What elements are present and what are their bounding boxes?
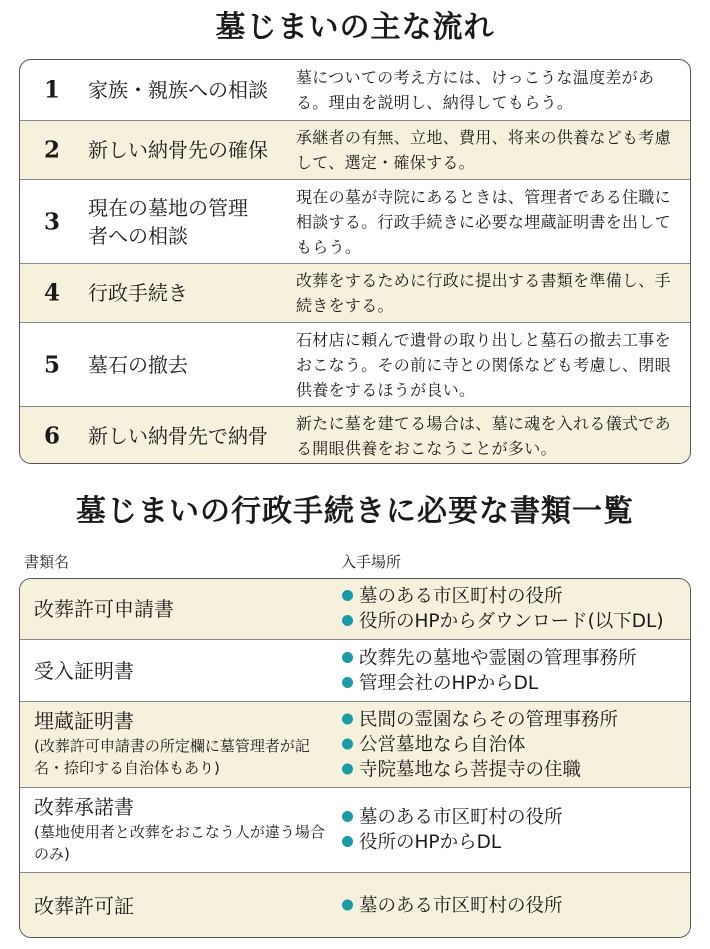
flow-row: [20, 406, 690, 464]
step-description: 新たに墓を建てる場合は、墓に魂を入れる儀式である開眼供養をおこなうことが多い。: [296, 414, 671, 458]
document-name: 改葬許可証: [34, 894, 134, 918]
document-name: 埋蔵証明書: [34, 709, 134, 733]
step-description: 承継者の有無、立地、費用、将来の供養なども考慮して、選定・確保する。: [296, 128, 671, 172]
place-list: [342, 707, 687, 782]
place-list: [342, 805, 687, 855]
place-item: 役所のHPからダウンロード(以下DL): [342, 609, 687, 634]
step-name: 家族・親族への相談: [88, 78, 268, 102]
document-row: [20, 579, 690, 639]
document-row: [20, 639, 690, 701]
bullet-dot-icon: [342, 713, 353, 724]
bullet-dot-icon: [342, 590, 353, 601]
flow-row: [20, 322, 690, 406]
step-name: 新しい納骨先の確保: [88, 138, 268, 162]
documents-table: [19, 578, 691, 938]
document-name: 改葬許可申請書: [34, 597, 174, 621]
step-name: 新しい納骨先で納骨: [88, 424, 268, 448]
step-name: 現在の墓地の管理者への相談: [88, 195, 248, 248]
step-number: 3: [43, 208, 60, 235]
bullet-dot-icon: [342, 763, 353, 774]
place-list: [342, 646, 687, 696]
bullet-dot-icon: [342, 836, 353, 847]
step-name: 行政手続き: [88, 281, 188, 305]
place-item: 改葬先の墓地や霊園の管理事務所: [342, 646, 687, 671]
place-item: 墓のある市区町村の役所: [342, 894, 687, 919]
step-description: 石材店に頼んで遺骨の取り出しと墓石の撤去工事をおこなう。その前に寺との関係なども考慮し、閉眼供養をするほうが良い。: [296, 330, 671, 399]
step-number: 1: [43, 76, 60, 104]
place-list: [342, 894, 687, 919]
flow-row: [20, 263, 690, 322]
place-item: 民間の霊園ならその管理事務所: [342, 707, 687, 732]
bullet-dot-icon: [342, 900, 353, 911]
bullet-dot-icon: [342, 677, 353, 688]
step-number: 5: [43, 351, 60, 378]
step-number: 6: [43, 422, 60, 450]
document-row: [20, 872, 690, 938]
document-note: (改葬許可申請書の所定欄に墓管理者が記名・捺印する自治体もあり): [34, 737, 310, 777]
step-number: 4: [43, 279, 60, 307]
flow-row: [20, 120, 690, 179]
bullet-dot-icon: [342, 811, 353, 822]
flow-title: 墓じまいの主な流れ: [215, 10, 495, 45]
place-list: [342, 584, 687, 634]
document-name: 受入証明書: [34, 658, 134, 683]
step-description: 現在の墓が寺院にあるときは、管理者である住職に相談する。行政手続きに必要な埋蔵証明書を出してもらう。: [296, 187, 671, 256]
bullet-dot-icon: [342, 652, 353, 663]
docs-title: 墓じまいの行政手続きに必要な書類一覧: [76, 494, 634, 529]
flow-row: [20, 60, 690, 120]
place-item: 役所のHPからDL: [342, 830, 687, 855]
place-item: 管理会社のHPからDL: [342, 671, 687, 696]
step-description: 改葬をするために行政に提出する書類を準備し、手続きをする。: [296, 271, 671, 315]
document-name: 改葬承諾書: [34, 795, 134, 819]
bullet-dot-icon: [342, 738, 353, 749]
flow-table: [19, 59, 691, 464]
document-row: [20, 787, 690, 872]
column-header-place: 入手場所: [341, 553, 402, 571]
document-row: [20, 701, 690, 787]
flow-row: [20, 179, 690, 263]
place-item: 公営墓地なら自治体: [342, 732, 687, 757]
step-description: 墓についての考え方には、けっこうな温度差がある。理由を説明し、納得してもらう。: [296, 68, 655, 112]
place-item: 寺院墓地なら菩提寺の住職: [342, 757, 687, 782]
step-name: 墓石の撤去: [88, 352, 188, 377]
bullet-dot-icon: [342, 615, 353, 626]
place-item: 墓のある市区町村の役所: [342, 805, 687, 830]
place-item: 墓のある市区町村の役所: [342, 584, 687, 609]
step-number: 2: [43, 136, 60, 164]
document-note: (墓地使用者と改葬をおこなう人が違う場合のみ): [34, 823, 325, 863]
column-header-document: 書類名: [24, 553, 70, 571]
